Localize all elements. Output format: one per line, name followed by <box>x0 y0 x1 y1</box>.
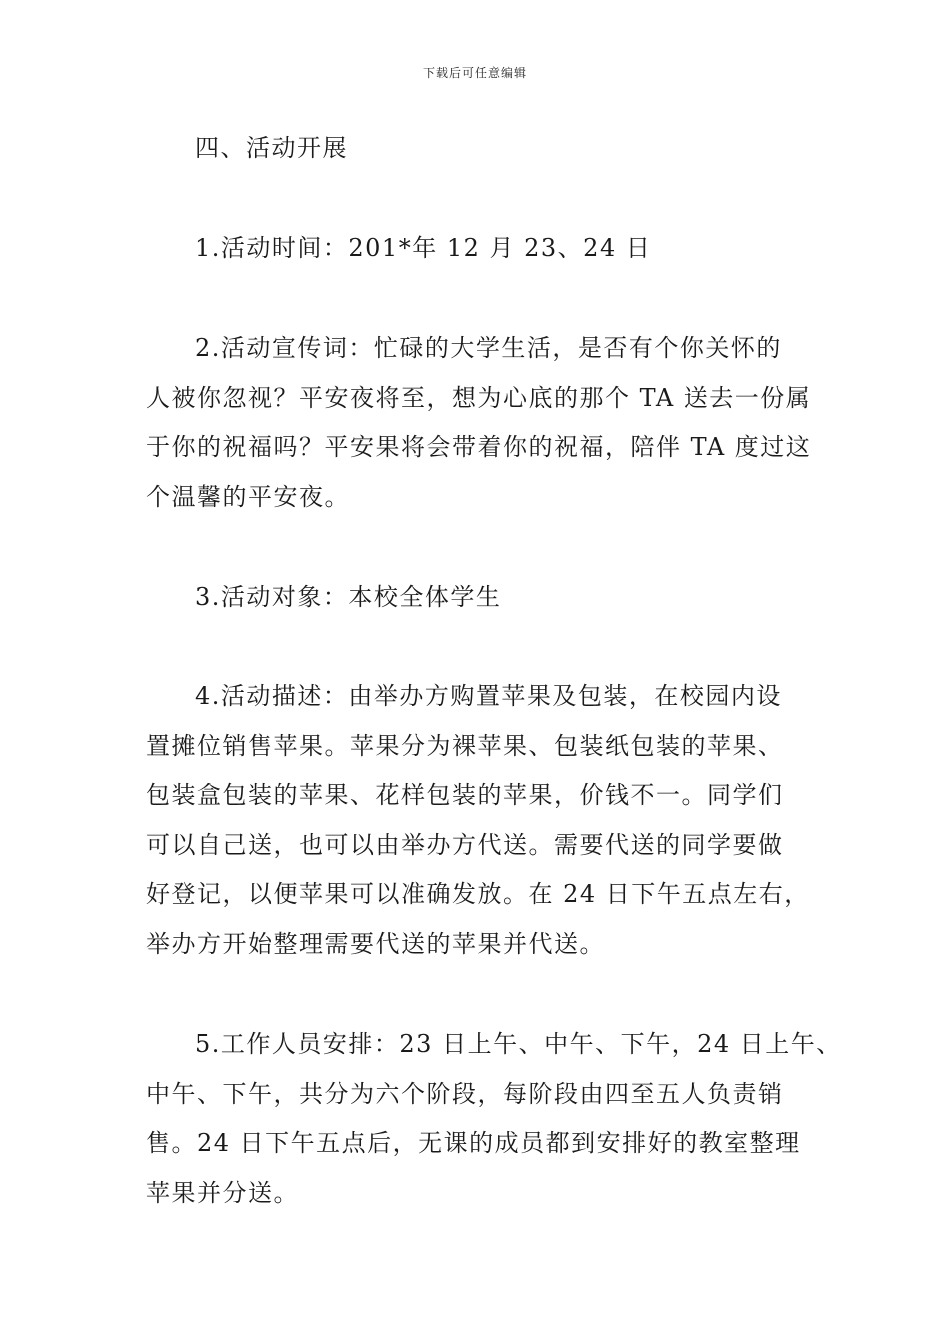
item-5-line-3: 售。24 日下午五点后，无课的成员都到安排好的教室整理 <box>146 1129 801 1157</box>
item-1-activity-time <box>146 224 818 274</box>
item-3-line-1: 3.活动对象：本校全体学生 <box>195 583 502 611</box>
page-header: 下载后可任意编辑 <box>422 66 527 80</box>
item-5-staff <box>146 1020 842 1218</box>
item-4-line-5: 好登记，以便苹果可以准确发放。在 24 日下午五点左右， <box>146 880 810 908</box>
item-4-line-4: 可以自己送，也可以由举办方代送。需要代送的同学要做 <box>146 830 784 859</box>
section-heading <box>146 124 818 174</box>
item-2-line-4: 个温馨的平安夜。 <box>146 482 350 511</box>
item-2-line-1: 2.活动宣传词：忙碌的大学生活，是否有个你关怀的 <box>195 334 782 362</box>
item-2-slogan <box>146 324 818 522</box>
item-4-line-1: 4.活动描述：由举办方购置苹果及包装，在校园内设 <box>195 682 782 710</box>
item-5-line-2: 中午、下午，共分为六个阶段，每阶段由四至五人负责销 <box>146 1079 784 1108</box>
item-5-line-4: 苹果并分送。 <box>146 1178 299 1207</box>
item-4-line-6: 举办方开始整理需要代送的苹果并代送。 <box>146 929 605 958</box>
item-5-line-1: 5.工作人员安排：23 日上午、中午、下午，24 日上午、 <box>195 1030 842 1058</box>
item-1-line-1: 1.活动时间：201*年 12 月 23、24 日 <box>195 234 652 262</box>
item-4-line-2: 置摊位销售苹果。苹果分为裸苹果、包装纸包装的苹果、 <box>146 731 784 760</box>
item-2-line-2: 人被你忽视？平安夜将至，想为心底的那个 TA 送去一份属 <box>146 383 812 412</box>
item-4-line-3: 包装盒包装的苹果、花样包装的苹果，价钱不一。同学们 <box>146 781 784 809</box>
item-3-target <box>146 573 818 623</box>
item-4-description <box>146 672 818 969</box>
section-heading-text: 四、活动开展 <box>195 134 348 162</box>
item-2-line-3: 于你的祝福吗？平安果将会带着你的祝福，陪伴 TA 度过这 <box>146 433 812 461</box>
